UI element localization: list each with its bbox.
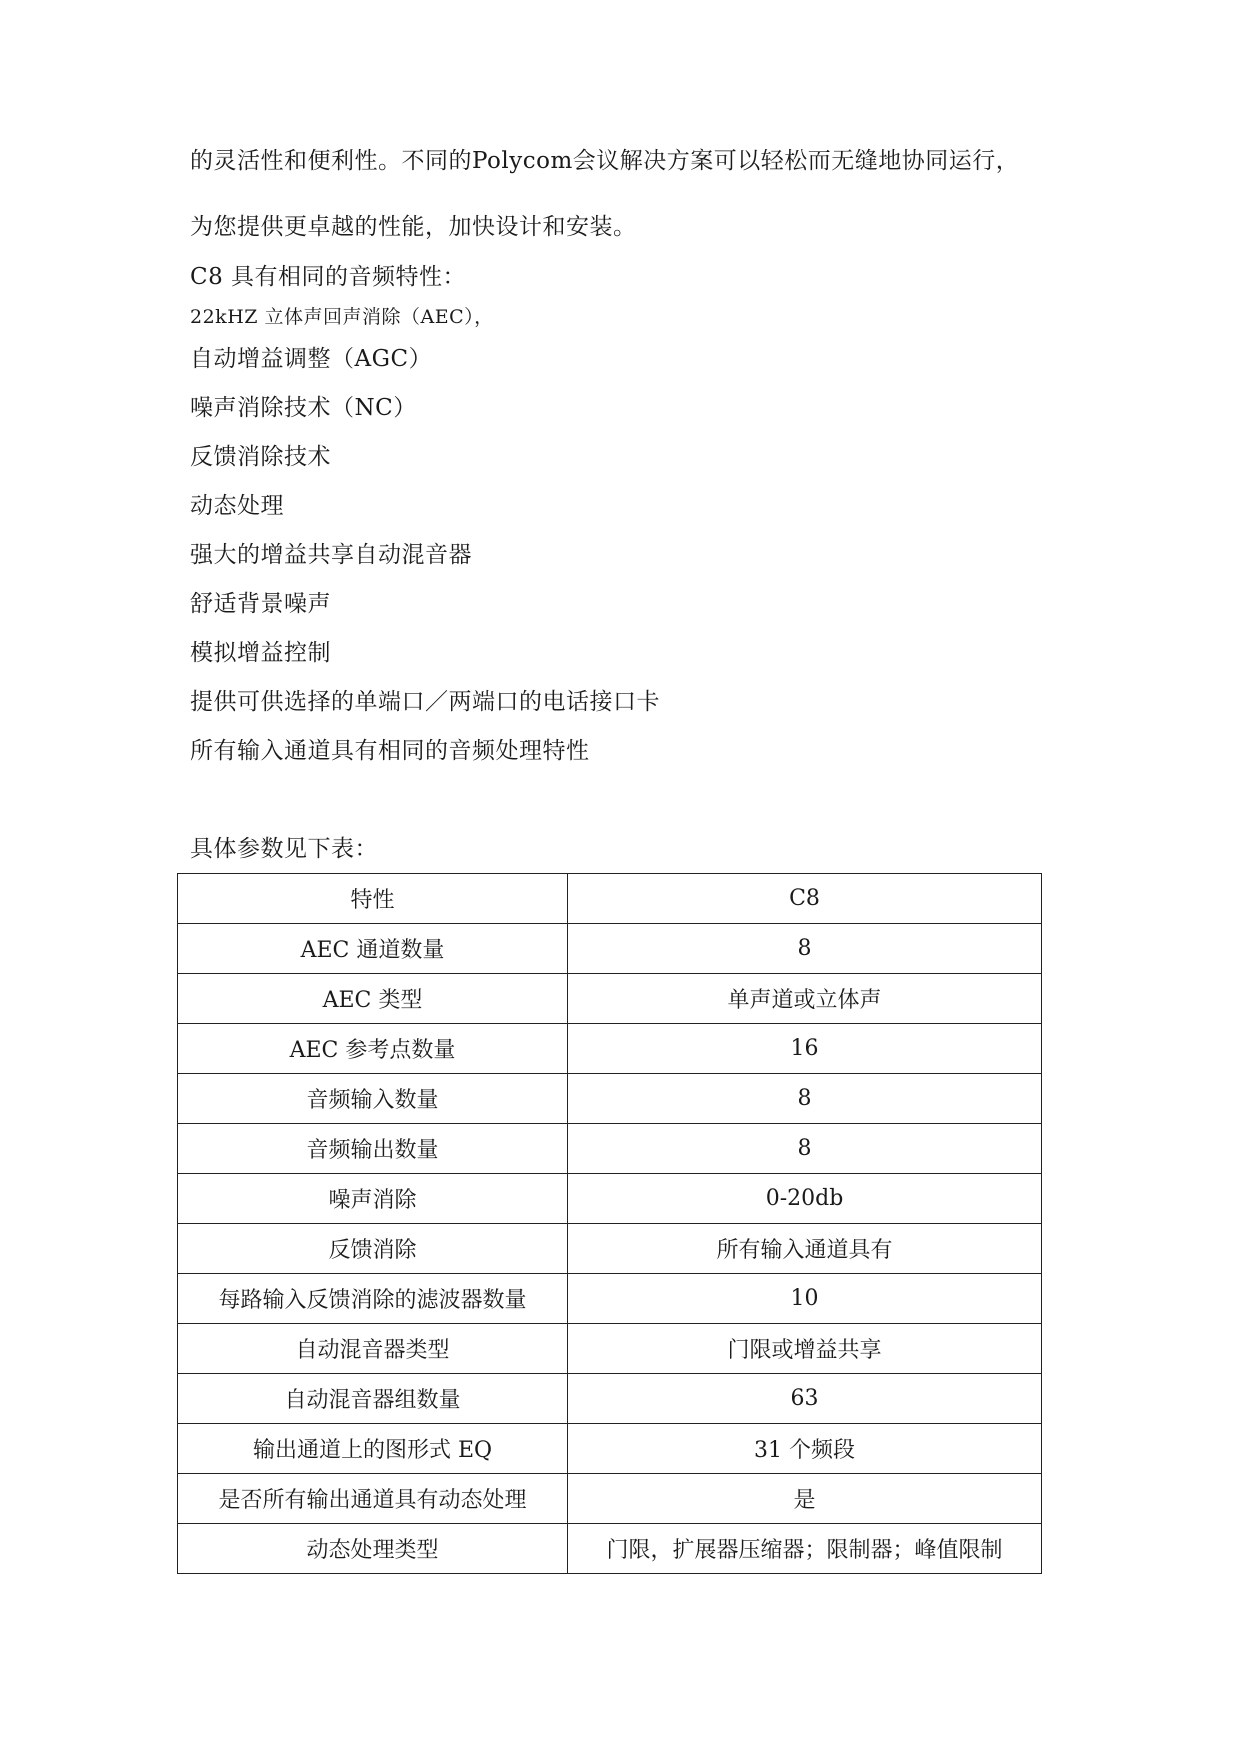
table-cell-value: 门限，扩展器压缩器；限制器；峰值限制 bbox=[568, 1524, 1042, 1574]
table-cell-feature: 音频输出数量 bbox=[178, 1124, 568, 1174]
table-cell-feature: AEC 通道数量 bbox=[178, 924, 568, 974]
table-cell-feature: 每路输入反馈消除的滤波器数量 bbox=[178, 1274, 568, 1324]
table-row bbox=[178, 1324, 1042, 1374]
feature-item: 所有输入通道具有相同的音频处理特性 bbox=[190, 738, 590, 764]
table-cell-feature: 输出通道上的图形式 EQ bbox=[178, 1424, 568, 1474]
table-cell-value: 16 bbox=[568, 1024, 1042, 1074]
intro-line-2: 为您提供更卓越的性能，加快设计和安装。 bbox=[190, 214, 637, 240]
table-row bbox=[178, 1274, 1042, 1324]
table-row bbox=[178, 874, 1042, 924]
table-cell-feature: AEC 类型 bbox=[178, 974, 568, 1024]
table-row bbox=[178, 1374, 1042, 1424]
table-cell-value: 所有输入通道具有 bbox=[568, 1224, 1042, 1274]
table-cell-feature: AEC 参考点数量 bbox=[178, 1024, 568, 1074]
table-cell-feature: 是否所有输出通道具有动态处理 bbox=[178, 1474, 568, 1524]
table-cell-value: 63 bbox=[568, 1374, 1042, 1424]
table-row bbox=[178, 1124, 1042, 1174]
feature-item: 动态处理 bbox=[190, 493, 284, 519]
table-row bbox=[178, 1524, 1042, 1574]
table-row bbox=[178, 1174, 1042, 1224]
feature-item: 模拟增益控制 bbox=[190, 640, 331, 666]
table-cell-feature: 噪声消除 bbox=[178, 1174, 568, 1224]
table-caption: 具体参数见下表： bbox=[190, 836, 378, 862]
feature-item: 自动增益调整（AGC） bbox=[190, 346, 433, 372]
table-cell-feature: 自动混音器组数量 bbox=[178, 1374, 568, 1424]
table-cell-feature: 音频输入数量 bbox=[178, 1074, 568, 1124]
feature-item: 舒适背景噪声 bbox=[190, 591, 331, 617]
table-cell-feature: 反馈消除 bbox=[178, 1224, 568, 1274]
table-cell-value: 门限或增益共享 bbox=[568, 1324, 1042, 1374]
table-cell-value: 0-20db bbox=[568, 1174, 1042, 1224]
table-row bbox=[178, 1074, 1042, 1124]
table-row bbox=[178, 1224, 1042, 1274]
spec-table bbox=[177, 873, 1042, 1574]
table-cell-feature: 特性 bbox=[178, 874, 568, 924]
table-cell-value: 8 bbox=[568, 1074, 1042, 1124]
features-heading: C8 具有相同的音频特性： bbox=[190, 264, 467, 290]
table-row bbox=[178, 974, 1042, 1024]
table-row bbox=[178, 1024, 1042, 1074]
table-cell-value: 8 bbox=[568, 1124, 1042, 1174]
table-row bbox=[178, 924, 1042, 974]
table-row bbox=[178, 1474, 1042, 1524]
table-cell-feature: 自动混音器类型 bbox=[178, 1324, 568, 1374]
table-cell-value: 8 bbox=[568, 924, 1042, 974]
table-cell-feature: 动态处理类型 bbox=[178, 1524, 568, 1574]
table-cell-value: 31 个频段 bbox=[568, 1424, 1042, 1474]
feature-item: 强大的增益共享自动混音器 bbox=[190, 542, 472, 568]
table-cell-value: 10 bbox=[568, 1274, 1042, 1324]
table-cell-value: 单声道或立体声 bbox=[568, 974, 1042, 1024]
feature-item: 噪声消除技术（NC） bbox=[190, 395, 417, 421]
feature-item: 22kHZ 立体声回声消除（AEC）， bbox=[190, 306, 494, 328]
table-cell-value: 是 bbox=[568, 1474, 1042, 1524]
table-row bbox=[178, 1424, 1042, 1474]
feature-item: 反馈消除技术 bbox=[190, 444, 331, 470]
feature-item: 提供可供选择的单端口／两端口的电话接口卡 bbox=[190, 689, 660, 715]
intro-line-1: 的灵活性和便利性。不同的Polycom会议解决方案可以轻松而无缝地协同运行， bbox=[190, 148, 1020, 174]
table-cell-value: C8 bbox=[568, 874, 1042, 924]
